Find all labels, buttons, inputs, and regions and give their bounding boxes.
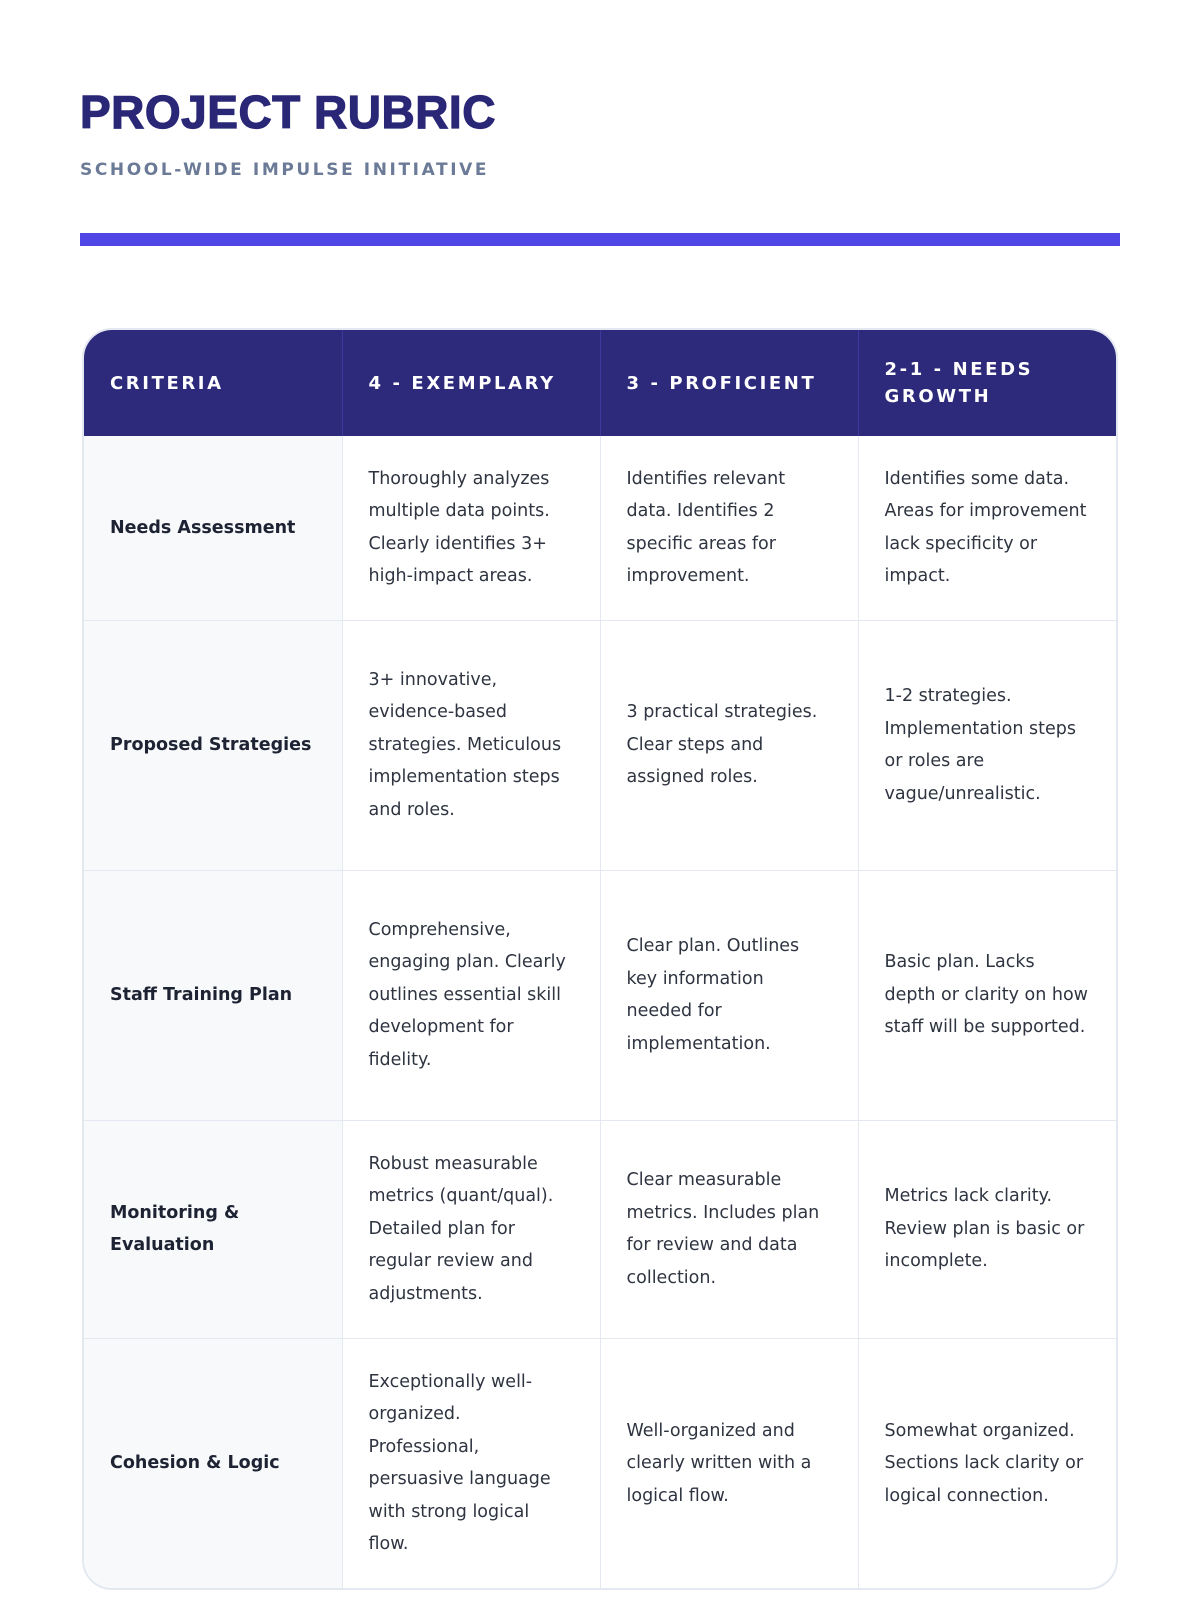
- rubric-table: [84, 330, 1116, 1588]
- rubric-table-header: [84, 330, 1116, 436]
- column-header-needs-growth: 2-1 - NEEDS GROWTH: [858, 330, 1116, 436]
- table-row: [84, 870, 1116, 1120]
- criteria-cell: Needs Assessment: [84, 436, 342, 620]
- proficient-cell: Clear measurable metrics. Includes plan for review and data collection.: [600, 1120, 858, 1338]
- page-header: [80, 84, 496, 180]
- table-row: [84, 1338, 1116, 1588]
- exemplary-cell: Comprehensive, engaging plan. Clearly outlines essential skill development for fidelity.: [342, 870, 600, 1120]
- exemplary-cell: Robust measurable metrics (quant/qual). Detailed plan for regular review and adjustments.: [342, 1120, 600, 1338]
- table-row: [84, 436, 1116, 620]
- exemplary-cell: Thoroughly analyzes multiple data points. Clearly identifies 3+ high-impact areas.: [342, 436, 600, 620]
- table-row: [84, 1120, 1116, 1338]
- page-subtitle: SCHOOL-WIDE IMPULSE INITIATIVE: [80, 160, 490, 180]
- criteria-cell: Monitoring & Evaluation: [84, 1120, 342, 1338]
- needs-growth-cell: Metrics lack clarity. Review plan is basic or incomplete.: [858, 1120, 1116, 1338]
- header-row: [84, 330, 1116, 436]
- column-header-exemplary: 4 - EXEMPLARY: [342, 330, 600, 436]
- proficient-cell: Well-organized and clearly written with a logical flow.: [600, 1338, 858, 1588]
- proficient-cell: 3 practical strategies. Clear steps and assigned roles.: [600, 620, 858, 870]
- proficient-cell: Identifies relevant data. Identifies 2 specific areas for improvement.: [600, 436, 858, 620]
- rubric-table-body: [84, 436, 1116, 1588]
- column-header-criteria: CRITERIA: [84, 330, 342, 436]
- rubric-table-container: [82, 328, 1118, 1590]
- needs-growth-cell: 1-2 strategies. Implementation steps or roles are vague/unrealistic.: [858, 620, 1116, 870]
- exemplary-cell: Exceptionally well-organized. Professional, persuasive language with strong logical flow.: [342, 1338, 600, 1588]
- criteria-cell: Proposed Strategies: [84, 620, 342, 870]
- needs-growth-cell: Somewhat organized. Sections lack clarity or logical connection.: [858, 1338, 1116, 1588]
- accent-divider: [80, 233, 1120, 246]
- needs-growth-cell: Identifies some data. Areas for improvement lack specificity or impact.: [884, 468, 1087, 587]
- criteria-cell: Cohesion & Logic: [84, 1338, 342, 1588]
- column-header-proficient: 3 - PROFICIENT: [600, 330, 858, 436]
- proficient-cell: Clear plan. Outlines key information needed for implementation.: [600, 870, 858, 1120]
- needs-growth-cell: Basic plan. Lacks depth or clarity on how staff will be supported.: [858, 870, 1116, 1120]
- exemplary-cell: 3+ innovative, evidence-based strategies. Meticulous implementation steps and roles.: [342, 620, 600, 870]
- criteria-cell: Staff Training Plan: [84, 870, 342, 1120]
- page-title: PROJECT RUBRIC: [80, 86, 496, 138]
- table-row: [84, 620, 1116, 870]
